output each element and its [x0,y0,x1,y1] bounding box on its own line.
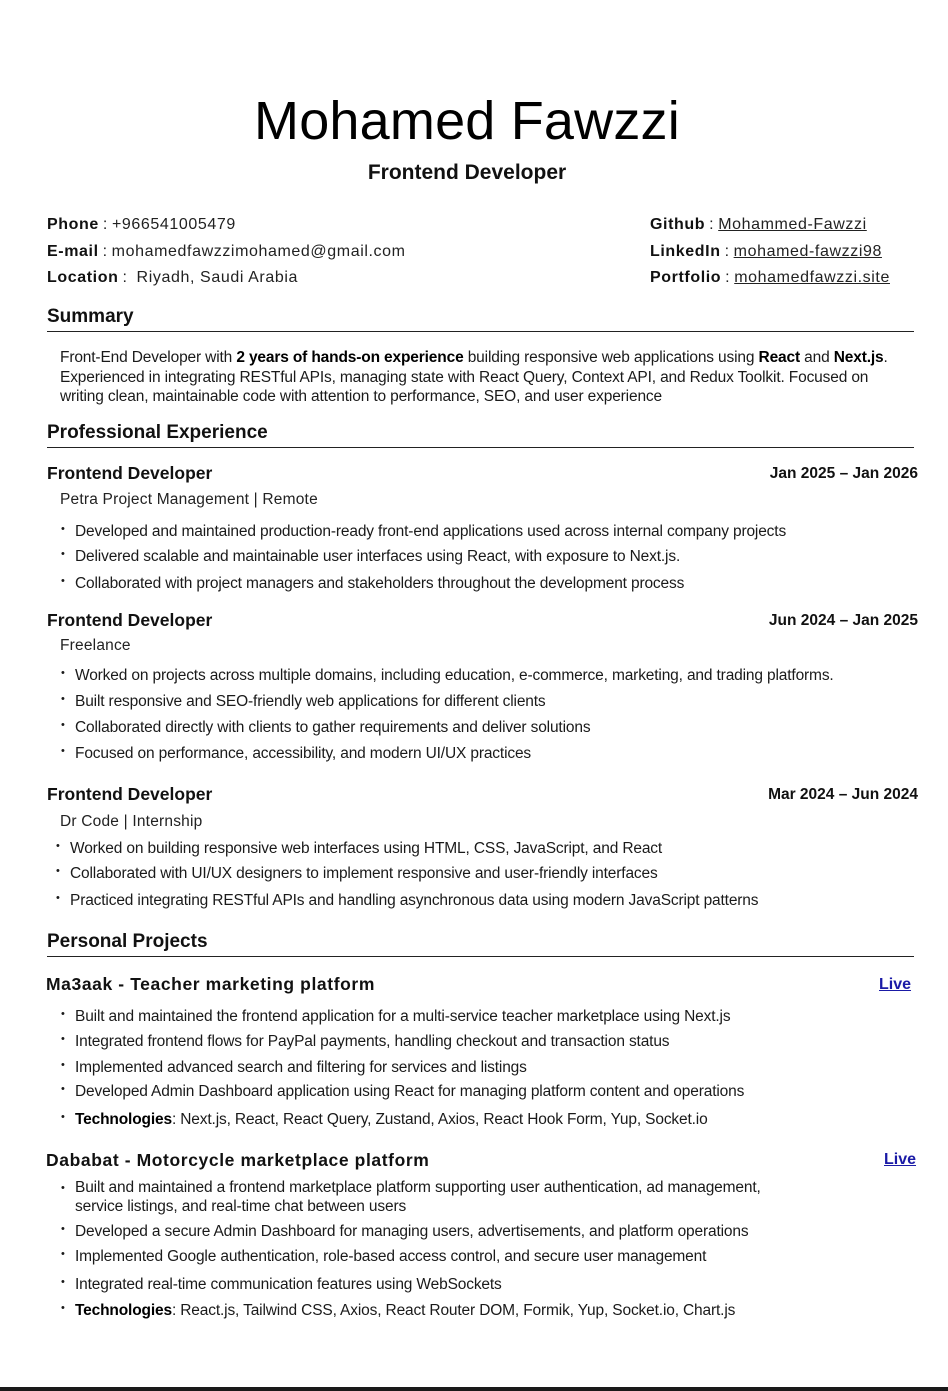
candidate-role: Frontend Developer [367,161,567,184]
list-item: • Worked on projects across multiple domains, including education, e-commerce, marketing, and trading platforms. [59,667,834,693]
technologies-label: Technologies [75,1302,172,1319]
phone-value: +966541005479 [111,216,236,233]
contact-phone [47,214,406,241]
portfolio-link[interactable]: mohamedfawzzi.site [734,269,890,286]
linkedin-link[interactable]: mohamed-fawzzi98 [733,242,882,260]
contact-separator: : [724,242,730,260]
list-item: • Implemented Google authentication, role-based access control, and secure user management [59,1248,775,1276]
github-link[interactable]: Mohammed-Fawzzi [718,216,867,233]
contact-github [650,214,890,241]
contact-linkedin [650,241,890,268]
job-date: Mar 2024 – Jun 2024 [768,786,918,803]
contact-location [47,267,406,294]
contact-separator: : [725,269,731,286]
list-item: • Implemented advanced search and filtering for services and listings [59,1059,744,1083]
contact-separator: : [709,216,715,233]
list-item-technologies [59,1111,744,1136]
summary-part: Front-End Developer with [60,349,237,366]
list-item: • Focused on performance, accessibility, and modern UI/UX practices [59,745,834,771]
summary-text [60,348,910,407]
contact-portfolio [650,267,890,294]
email-value: mohamedfawzzimohamed@gmail.com [111,242,406,260]
contact-label: LinkedIn [650,242,721,260]
job-company: Petra Project Management | Remote [60,491,318,508]
list-item: • Collaborated directly with clients to gather requirements and deliver solutions [59,719,834,745]
contact-label: E-mail [47,242,99,260]
list-item: • Developed and maintained production-ready front-end applications used across internal company projects [59,523,786,548]
section-title-summary: Summary [47,306,914,332]
project-title: Ma3aak - Teacher marketing platform [46,974,375,994]
list-item: • Developed Admin Dashboard application using React for managing platform content and operations [59,1083,744,1111]
summary-part: and [800,349,834,366]
technologies-label: Technologies [75,1111,172,1128]
job-date: Jun 2024 – Jan 2025 [768,612,918,629]
job-bullets [54,840,758,917]
job-title: Frontend Developer [47,610,213,630]
list-item: • Developed a secure Admin Dashboard for managing users, advertisements, and platform operations [59,1223,775,1248]
list-item: • Delivered scalable and maintainable user interfaces using React, with exposure to Next.js. [59,548,786,575]
technologies-value: : Next.js, React, React Query, Zustand, Axios, React Hook Form, Yup, Socket.io [171,1111,708,1128]
job-company: Dr Code | Internship [60,813,203,830]
job-title: Frontend Developer [47,784,213,804]
summary-emphasis: 2 years of hands-on experience [236,349,464,366]
technologies-value: : React.js, Tailwind CSS, Axios, React Router DOM, Formik, Yup, Socket.io, Chart.js [171,1302,736,1319]
contact-left [47,214,406,294]
list-item: • Practiced integrating RESTful APIs and handling asynchronous data using modern JavaScript patterns [54,892,758,917]
contact-right [650,214,890,294]
contact-label: Github [650,216,706,233]
contact-label: Portfolio [650,269,722,286]
section-title-projects: Personal Projects [47,931,914,957]
project-live-link[interactable]: Live [879,976,912,993]
job-bullets [59,667,834,771]
page-bottom-edge [0,1387,948,1391]
list-item: • Built responsive and SEO-friendly web applications for different clients [59,693,834,719]
contact-label: Location [47,269,119,286]
list-item: • Built and maintained the frontend application for a multi-service teacher marketplace using Next.js [59,1008,744,1033]
job-date: Jan 2025 – Jan 2026 [769,465,918,482]
list-item: • Collaborated with project managers and stakeholders throughout the development process [59,575,786,600]
candidate-name: Mohamed Fawzzi [254,91,680,151]
list-item: • Collaborated with UI/UX designers to implement responsive and user-friendly interfaces [54,865,758,892]
job-company: Freelance [60,637,131,654]
project-bullets [59,1179,775,1327]
list-item: • Built and maintained a frontend marketplace platform supporting user authentication, ad management, service listings, and real-time chat between users [59,1179,775,1223]
contact-email [47,241,406,268]
job-bullets [59,523,786,600]
contact-separator: : [122,269,128,286]
summary-part: building responsive web applications using [463,349,759,366]
list-item-technologies [59,1302,775,1327]
contact-separator: : [102,242,108,260]
job-title: Frontend Developer [47,463,213,483]
summary-emphasis: Next.js [833,349,884,366]
location-value: Riyadh, Saudi Arabia [131,269,298,286]
contact-label: Phone [47,216,99,233]
project-bullets [59,1008,744,1136]
section-title-experience: Professional Experience [47,422,914,448]
summary-part: . Experienced in integrating RESTful APIs, managing state with React Query, Context API, and Redux Toolkit. Focused on writing clean, maintainable code with attention to performance, SEO, and user experience [60,349,888,405]
project-title: Dababat - Motorcycle marketplace platform [46,1150,430,1170]
list-item: • Integrated real-time communication features using WebSockets [59,1276,775,1302]
list-item: • Integrated frontend flows for PayPal payments, handling checkout and transaction status [59,1033,744,1059]
list-item: • Worked on building responsive web interfaces using HTML, CSS, JavaScript, and React [54,840,758,865]
summary-emphasis: React [758,349,800,366]
contact-separator: : [102,216,108,233]
project-live-link[interactable]: Live [884,1151,917,1168]
